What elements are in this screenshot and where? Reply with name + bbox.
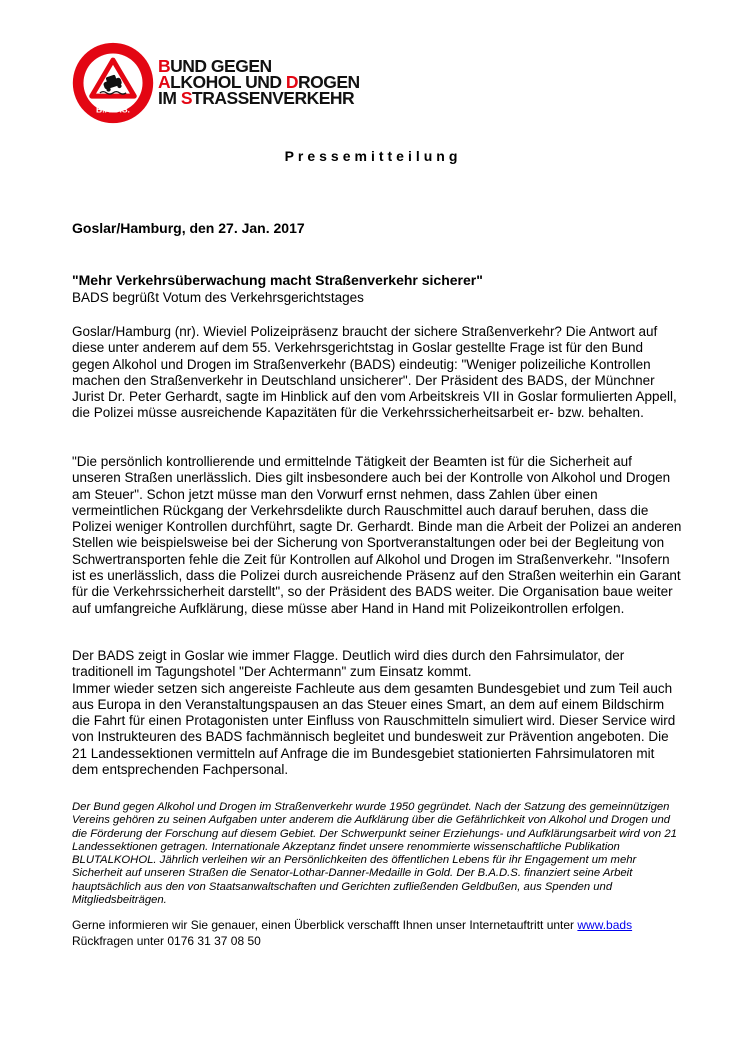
letterhead <box>72 42 360 132</box>
logo-badge-text: B.A.D.S. <box>96 104 130 115</box>
org-name-line-1: BUND GEGEN <box>158 56 272 76</box>
document-type-title: Pressemitteilung <box>284 148 462 164</box>
bads-logo-icon <box>72 42 154 124</box>
org-name-line-3: IM STRASSENVERKEHR <box>158 88 355 108</box>
organization-name <box>158 58 360 106</box>
contact-block <box>72 918 692 949</box>
paragraph-3 <box>72 648 684 778</box>
org-name-line-2: ALKOHOL UND DROGEN <box>158 72 360 92</box>
paragraph-2: "Die persönlich kontrollierende und ermittelnde Tätigkeit der Beamten ist für die Sicherheit auf unseren Straßen unerlässlich. Dies gilt insbesondere auch bei der Kontrolle von Alkohol und Drogen am Steuer". Schon jetzt müsse man den Vorwurf ernst nehmen, dass Zahlen über einen vermeintlichen Rückgang der Verkehrsdelikte durch Rauschmittel auch darauf beruhen, dass die Polizei weniger Kontrollen durchführt, sagte Dr. Gerhardt. Binde man die Arbeit der Polizei an anderen Stellen wie beispielsweise bei der Sicherung von Sportveranstaltungen oder bei der Begleitung von Schwertransporten fehle die Zeit für Kontrollen auf Alkohol und Drogen im Straßenverkehr. "Insofern ist es unerlässlich, dass die Polizei durch ausreichende Präsenz auf den Straßen weiterhin ein Garant für die Verkehrssicherheit darstellt", so der Präsident des BADS weiter. Die Organisation baue weiter auf umfangreiche Aufklärung, diese müsse aber Hand in Hand mit Polizeikontrollen erfolgen. <box>72 454 682 616</box>
paragraph-3a: Der BADS zeigt in Goslar wie immer Flagge. Deutlich wird dies durch den Fahrsimulator, der traditionell im Tagungshotel "Der Achtermann" zum Einsatz kommt. <box>72 648 625 680</box>
paragraph-3b: Immer wieder setzen sich angereiste Fachleute aus dem gesamten Bundesgebiet und zum Teil auch aus Europa in den Veranstaltungspausen an das Steuer eines Smart, an dem auf einem Bildschirm die Fahrt für einen Protagonisten unter Einfluss von Rauschmitteln simuliert wird. Dieser Service wird von Instrukteuren des BADS fachmännisch begleitet und bundesweit zur Prävention angeboten. Die 21 Landessektionen vermitteln auf Anfrage die im Bundesgebiet stationierten Fahrsimulatoren mit dem entsprechenden Fachpersonal. <box>72 680 676 778</box>
paragraph-1: Goslar/Hamburg (nr). Wieviel Polizeipräsenz braucht der sichere Straßenverkehr? Die Antwort auf diese unter anderem auf dem 55. Verkehrsgerichtstag in Goslar gestellte Frage ist für den Bund gegen Alkohol und Drogen im Straßenverkehr (BADS) eindeutig: "Weniger polizeiliche Kontrollen machen den Straßenverkehr in Deutschland unsicherer". Der Präsident des BADS, der Münchner Jurist Dr. Peter Gerhardt, sagte im Hinblick auf den vom Arbeitskreis VII in Goslar formulierten Appell, die Polizei müsse ausreichende Kapazitäten für die Verkehrssicherheitsarbeit er- bzw. behalten. <box>72 324 677 421</box>
contact-text: Gerne informieren wir Sie genauer, einen Überblick verschafft Ihnen unser Internetauftritt unter <box>72 918 578 932</box>
about-organization-note: Der Bund gegen Alkohol und Drogen im Straßenverkehr wurde 1950 gegründet. Nach der Satzung des gemeinnützigen Vereins gehören zu seinen Aufgaben unter anderem die Aufklärung über die Gefährlichkeit von Alkohol und Drogen und die Förderung der Forschung auf diesem Gebiet. Der Schwerpunkt seiner Erziehungs- und Aufklärungsarbeit wird von 21 Landessektionen getragen. Internationale Akzeptanz findet unsere renommierte wissenschaftliche Publikation BLUTALKOHOL. Jährlich verleihen wir an Persönlichkeiten des öffentlichen Lebens für ihr Engagement um mehr Sicherheit auf unseren Straßen die Senator-Lothar-Danner-Medaille in Gold. Der B.A.D.S. finanziert seine Arbeit hauptsächlich aus den von Staatsanwaltschaften und Gerichten zufließenden Geldbußen, aus Spenden und Mitgliedsbeiträgen. <box>72 801 677 907</box>
headline: "Mehr Verkehrsüberwachung macht Straßenverkehr sicherer" <box>72 272 483 288</box>
website-link[interactable]: www.bads <box>577 918 633 932</box>
contact-phone: Rückfragen unter 0176 31 37 08 50 <box>72 933 261 948</box>
place-date: Goslar/Hamburg, den 27. Jan. 2017 <box>72 220 305 236</box>
subheadline: BADS begrüßt Votum des Verkehrsgerichtstages <box>72 290 364 305</box>
contact-line <box>72 918 692 934</box>
